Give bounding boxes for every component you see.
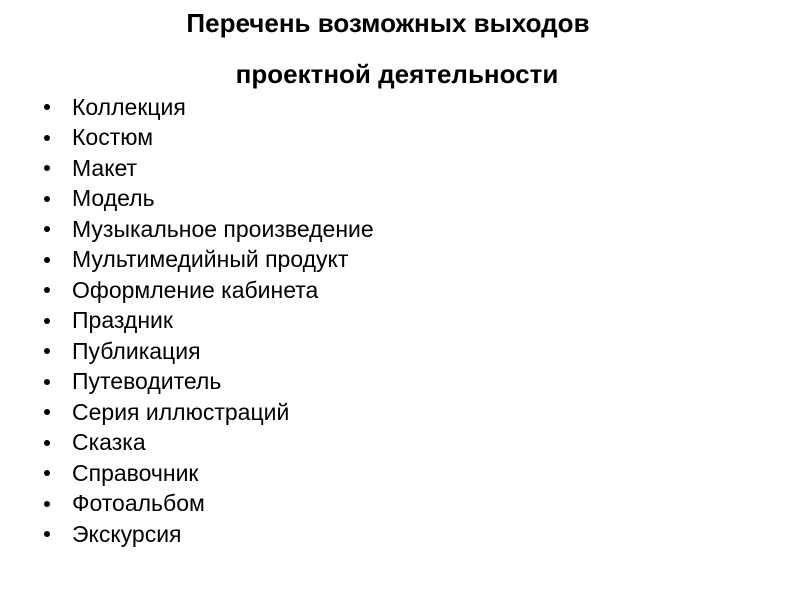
bullet-icon xyxy=(44,470,50,476)
list-item-label: Публикация xyxy=(72,337,201,364)
bullet-icon xyxy=(44,501,50,507)
list-item-label: Коллекция xyxy=(72,93,186,120)
bullet-icon xyxy=(44,379,50,385)
list-item xyxy=(44,123,374,154)
list-item xyxy=(44,306,374,337)
slide-title-line-1: Перечень возможных выходов xyxy=(186,8,590,38)
bullet-icon xyxy=(44,287,50,293)
list-item-label: Сказка xyxy=(72,429,146,456)
list-item xyxy=(44,92,374,123)
list-item-label: Экскурсия xyxy=(72,520,182,547)
list-item-label: Костюм xyxy=(72,124,154,151)
list-item xyxy=(44,367,374,398)
list-item-label: Макет xyxy=(72,154,138,181)
slide-title-line-2: проектной деятельности xyxy=(235,59,559,89)
list-item-label: Оформление кабинета xyxy=(72,276,319,303)
list-item-label: Путеводитель xyxy=(72,368,222,395)
bullet-icon xyxy=(44,318,50,324)
list-item-label: Мультимедийный продукт xyxy=(72,246,349,273)
list-item xyxy=(44,245,374,276)
bullet-icon xyxy=(44,196,50,202)
bullet-icon xyxy=(44,257,50,263)
list-item xyxy=(44,428,374,459)
list-item xyxy=(44,458,374,489)
list-item xyxy=(44,336,374,367)
list-item-label: Модель xyxy=(72,185,155,212)
list-item xyxy=(44,275,374,306)
bullet-icon xyxy=(44,226,50,232)
list-item-label: Музыкальное произведение xyxy=(72,215,374,242)
list-item xyxy=(44,519,374,550)
list-item-label: Серия иллюстраций xyxy=(72,398,290,425)
list-item xyxy=(44,153,374,184)
outputs-list xyxy=(44,92,374,550)
list-item-label: Справочник xyxy=(72,459,199,486)
bullet-icon xyxy=(44,531,50,537)
list-item-label: Праздник xyxy=(72,307,173,334)
bullet-icon xyxy=(44,104,50,110)
list-item xyxy=(44,397,374,428)
list-item xyxy=(44,214,374,245)
list-item xyxy=(44,184,374,215)
bullet-icon xyxy=(44,348,50,354)
bullet-icon xyxy=(44,135,50,141)
bullet-icon xyxy=(44,440,50,446)
list-item xyxy=(44,489,374,520)
bullet-icon xyxy=(44,165,50,171)
list-item-label: Фотоальбом xyxy=(72,490,205,517)
bullet-icon xyxy=(44,409,50,415)
